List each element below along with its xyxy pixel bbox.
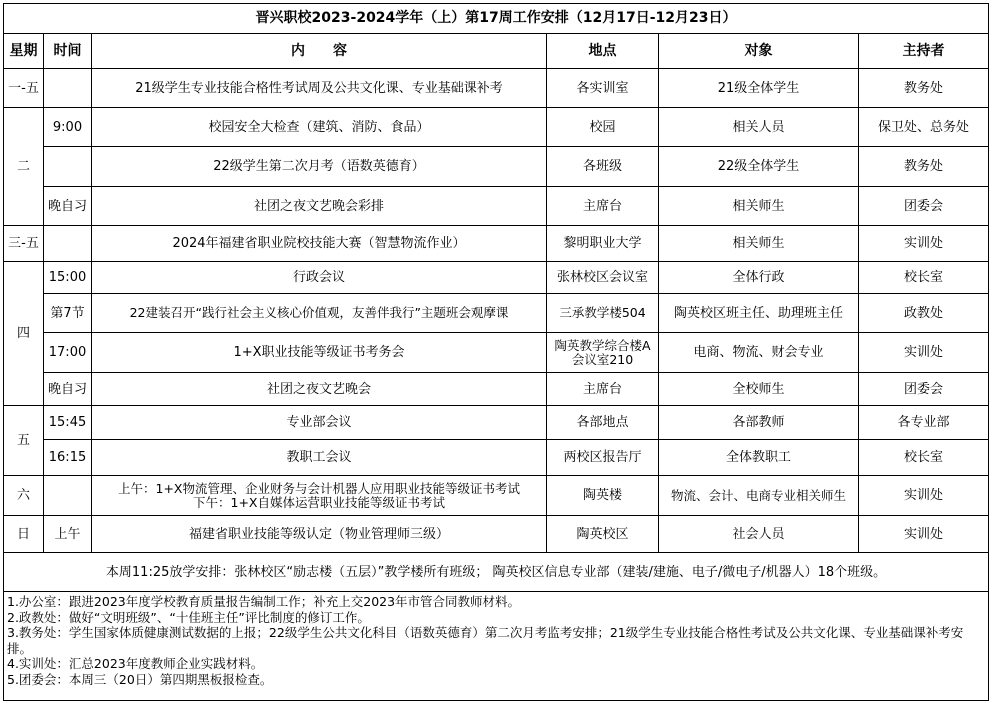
time-cell: 上午 — [44, 516, 92, 553]
day-cell: 二 — [4, 108, 44, 226]
table-row — [4, 147, 989, 187]
place-cell: 三承教学楼504 — [547, 294, 659, 333]
task-item: 4.实训处：汇总2023年度教师企业实践材料。 — [7, 656, 264, 671]
table-row — [4, 69, 989, 108]
header-content: 内 容 — [92, 34, 547, 69]
day-cell: 五 — [4, 406, 44, 476]
audience-cell: 相关人员 — [659, 108, 859, 147]
header-host: 主持者 — [859, 34, 989, 69]
content-cell: 2024年福建省职业院校技能大赛（智慧物流作业） — [92, 226, 547, 262]
content-cell: 社团之夜文艺晚会 — [92, 373, 547, 406]
audience-cell: 22级全体学生 — [659, 147, 859, 187]
place-cell: 主席台 — [547, 373, 659, 406]
table-row — [4, 108, 989, 147]
table-row — [4, 476, 989, 516]
tasks-row — [4, 592, 989, 701]
host-cell: 团委会 — [859, 187, 989, 226]
content-cell: 教职工会议 — [92, 440, 547, 476]
audience-cell: 相关师生 — [659, 187, 859, 226]
content-cell: 22建装召开“践行社会主义核心价值观，友善伴我行”主题班会观摩课 — [92, 294, 547, 333]
header-day: 星期 — [4, 34, 44, 69]
audience-cell: 相关师生 — [659, 226, 859, 262]
table-row — [4, 294, 989, 333]
table-row — [4, 406, 989, 440]
header-place: 地点 — [547, 34, 659, 69]
time-cell — [44, 147, 92, 187]
place-cell: 陶英教学综合楼A会议室210 — [547, 333, 659, 373]
table-row — [4, 187, 989, 226]
page-title: 晋兴职校2023-2024学年（上）第17周工作安排（12月17日-12月23日） — [4, 4, 989, 34]
host-cell: 教务处 — [859, 147, 989, 187]
table-row — [4, 440, 989, 476]
task-item: 5.团委会：本周三（20日）第四期黑板报检查。 — [7, 671, 273, 687]
content-cell: 22级学生第二次月考（语数英德育） — [92, 147, 547, 187]
content-cell — [92, 476, 547, 516]
audience-cell: 电商、物流、财会专业 — [659, 333, 859, 373]
task-item: 3.教务处：学生国家体质健康测试数据的上报；22级学生公共文化科目（语数英德育）第二次月考监考安排；21级学生专业技能合格性考试及公共文化课、专业基础课补考安排。 — [7, 625, 964, 656]
header-row — [4, 34, 989, 69]
day-cell: 日 — [4, 516, 44, 553]
time-cell: 晚自习 — [44, 187, 92, 226]
time-cell: 晚自习 — [44, 373, 92, 406]
header-audience: 对象 — [659, 34, 859, 69]
host-cell: 校长室 — [859, 440, 989, 476]
host-cell: 校长室 — [859, 262, 989, 294]
content-cell: 专业部会议 — [92, 406, 547, 440]
place-cell: 主席台 — [547, 187, 659, 226]
host-cell: 实训处 — [859, 476, 989, 516]
host-cell: 实训处 — [859, 226, 989, 262]
audience-cell: 21级全体学生 — [659, 69, 859, 108]
place-cell: 两校区报告厅 — [547, 440, 659, 476]
audience-cell: 各部教师 — [659, 406, 859, 440]
day-cell: 一-五 — [4, 69, 44, 108]
content-cell: 行政会议 — [92, 262, 547, 294]
place-cell: 黎明职业大学 — [547, 226, 659, 262]
header-time: 时间 — [44, 34, 92, 69]
time-cell: 15:45 — [44, 406, 92, 440]
content-line: 下午：1+X自媒体运营职业技能等级证书考试 — [193, 494, 445, 510]
day-cell: 六 — [4, 476, 44, 516]
task-item: 2.政教处：做好“文明班级”、“十佳班主任”评比制度的修订工作。 — [7, 609, 370, 625]
content-cell: 社团之夜文艺晚会彩排 — [92, 187, 547, 226]
place-cell: 张林校区会议室 — [547, 262, 659, 294]
time-cell: 17:00 — [44, 333, 92, 373]
host-cell: 政教处 — [859, 294, 989, 333]
audience-cell: 社会人员 — [659, 516, 859, 553]
place-cell: 各部地点 — [547, 406, 659, 440]
audience-cell: 全体行政 — [659, 262, 859, 294]
host-cell: 各专业部 — [859, 406, 989, 440]
place-cell: 各班级 — [547, 147, 659, 187]
time-cell — [44, 69, 92, 108]
host-cell: 实训处 — [859, 516, 989, 553]
content-cell: 1+X职业技能等级证书考务会 — [92, 333, 547, 373]
dismissal-note: 本周11:25放学安排：张林校区“励志楼（五层）”教学楼所有班级； 陶英校区信息专业部（建装/建施、电子/微电子/机器人）18个班级。 — [4, 553, 989, 592]
task-item: 1.办公室：跟进2023年度学校教育质量报告编制工作；补充上交2023年市管合同教师材料。 — [7, 594, 521, 609]
time-cell: 第7节 — [44, 294, 92, 333]
time-cell: 16:15 — [44, 440, 92, 476]
time-cell: 15:00 — [44, 262, 92, 294]
content-cell: 校园安全大检查（建筑、消防、食品） — [92, 108, 547, 147]
host-cell: 保卫处、总务处 — [859, 108, 989, 147]
note-row — [4, 553, 989, 592]
table-row — [4, 516, 989, 553]
content-cell: 21级学生专业技能合格性考试周及公共文化课、专业基础课补考 — [92, 69, 547, 108]
time-cell — [44, 226, 92, 262]
time-cell: 9:00 — [44, 108, 92, 147]
audience-cell: 陶英校区班主任、助理班主任 — [659, 294, 859, 333]
time-cell — [44, 476, 92, 516]
place-cell: 校园 — [547, 108, 659, 147]
weekly-schedule-table — [3, 3, 989, 701]
day-cell: 四 — [4, 262, 44, 406]
table-row — [4, 262, 989, 294]
place-cell: 各实训室 — [547, 69, 659, 108]
table-row — [4, 333, 989, 373]
content-cell: 福建省职业技能等级认定（物业管理师三级） — [92, 516, 547, 553]
content-line: 上午：1+X物流管理、企业财务与会计机器人应用职业技能等级证书考试 — [118, 480, 520, 496]
audience-cell: 物流、会计、电商专业相关师生 — [659, 476, 859, 516]
table-row — [4, 373, 989, 406]
place-cell: 陶英楼 — [547, 476, 659, 516]
place-cell: 陶英校区 — [547, 516, 659, 553]
audience-cell: 全校师生 — [659, 373, 859, 406]
audience-cell: 全体教职工 — [659, 440, 859, 476]
host-cell: 教务处 — [859, 69, 989, 108]
host-cell: 团委会 — [859, 373, 989, 406]
department-tasks — [4, 592, 989, 701]
day-cell: 三-五 — [4, 226, 44, 262]
table-row — [4, 226, 989, 262]
host-cell: 实训处 — [859, 333, 989, 373]
